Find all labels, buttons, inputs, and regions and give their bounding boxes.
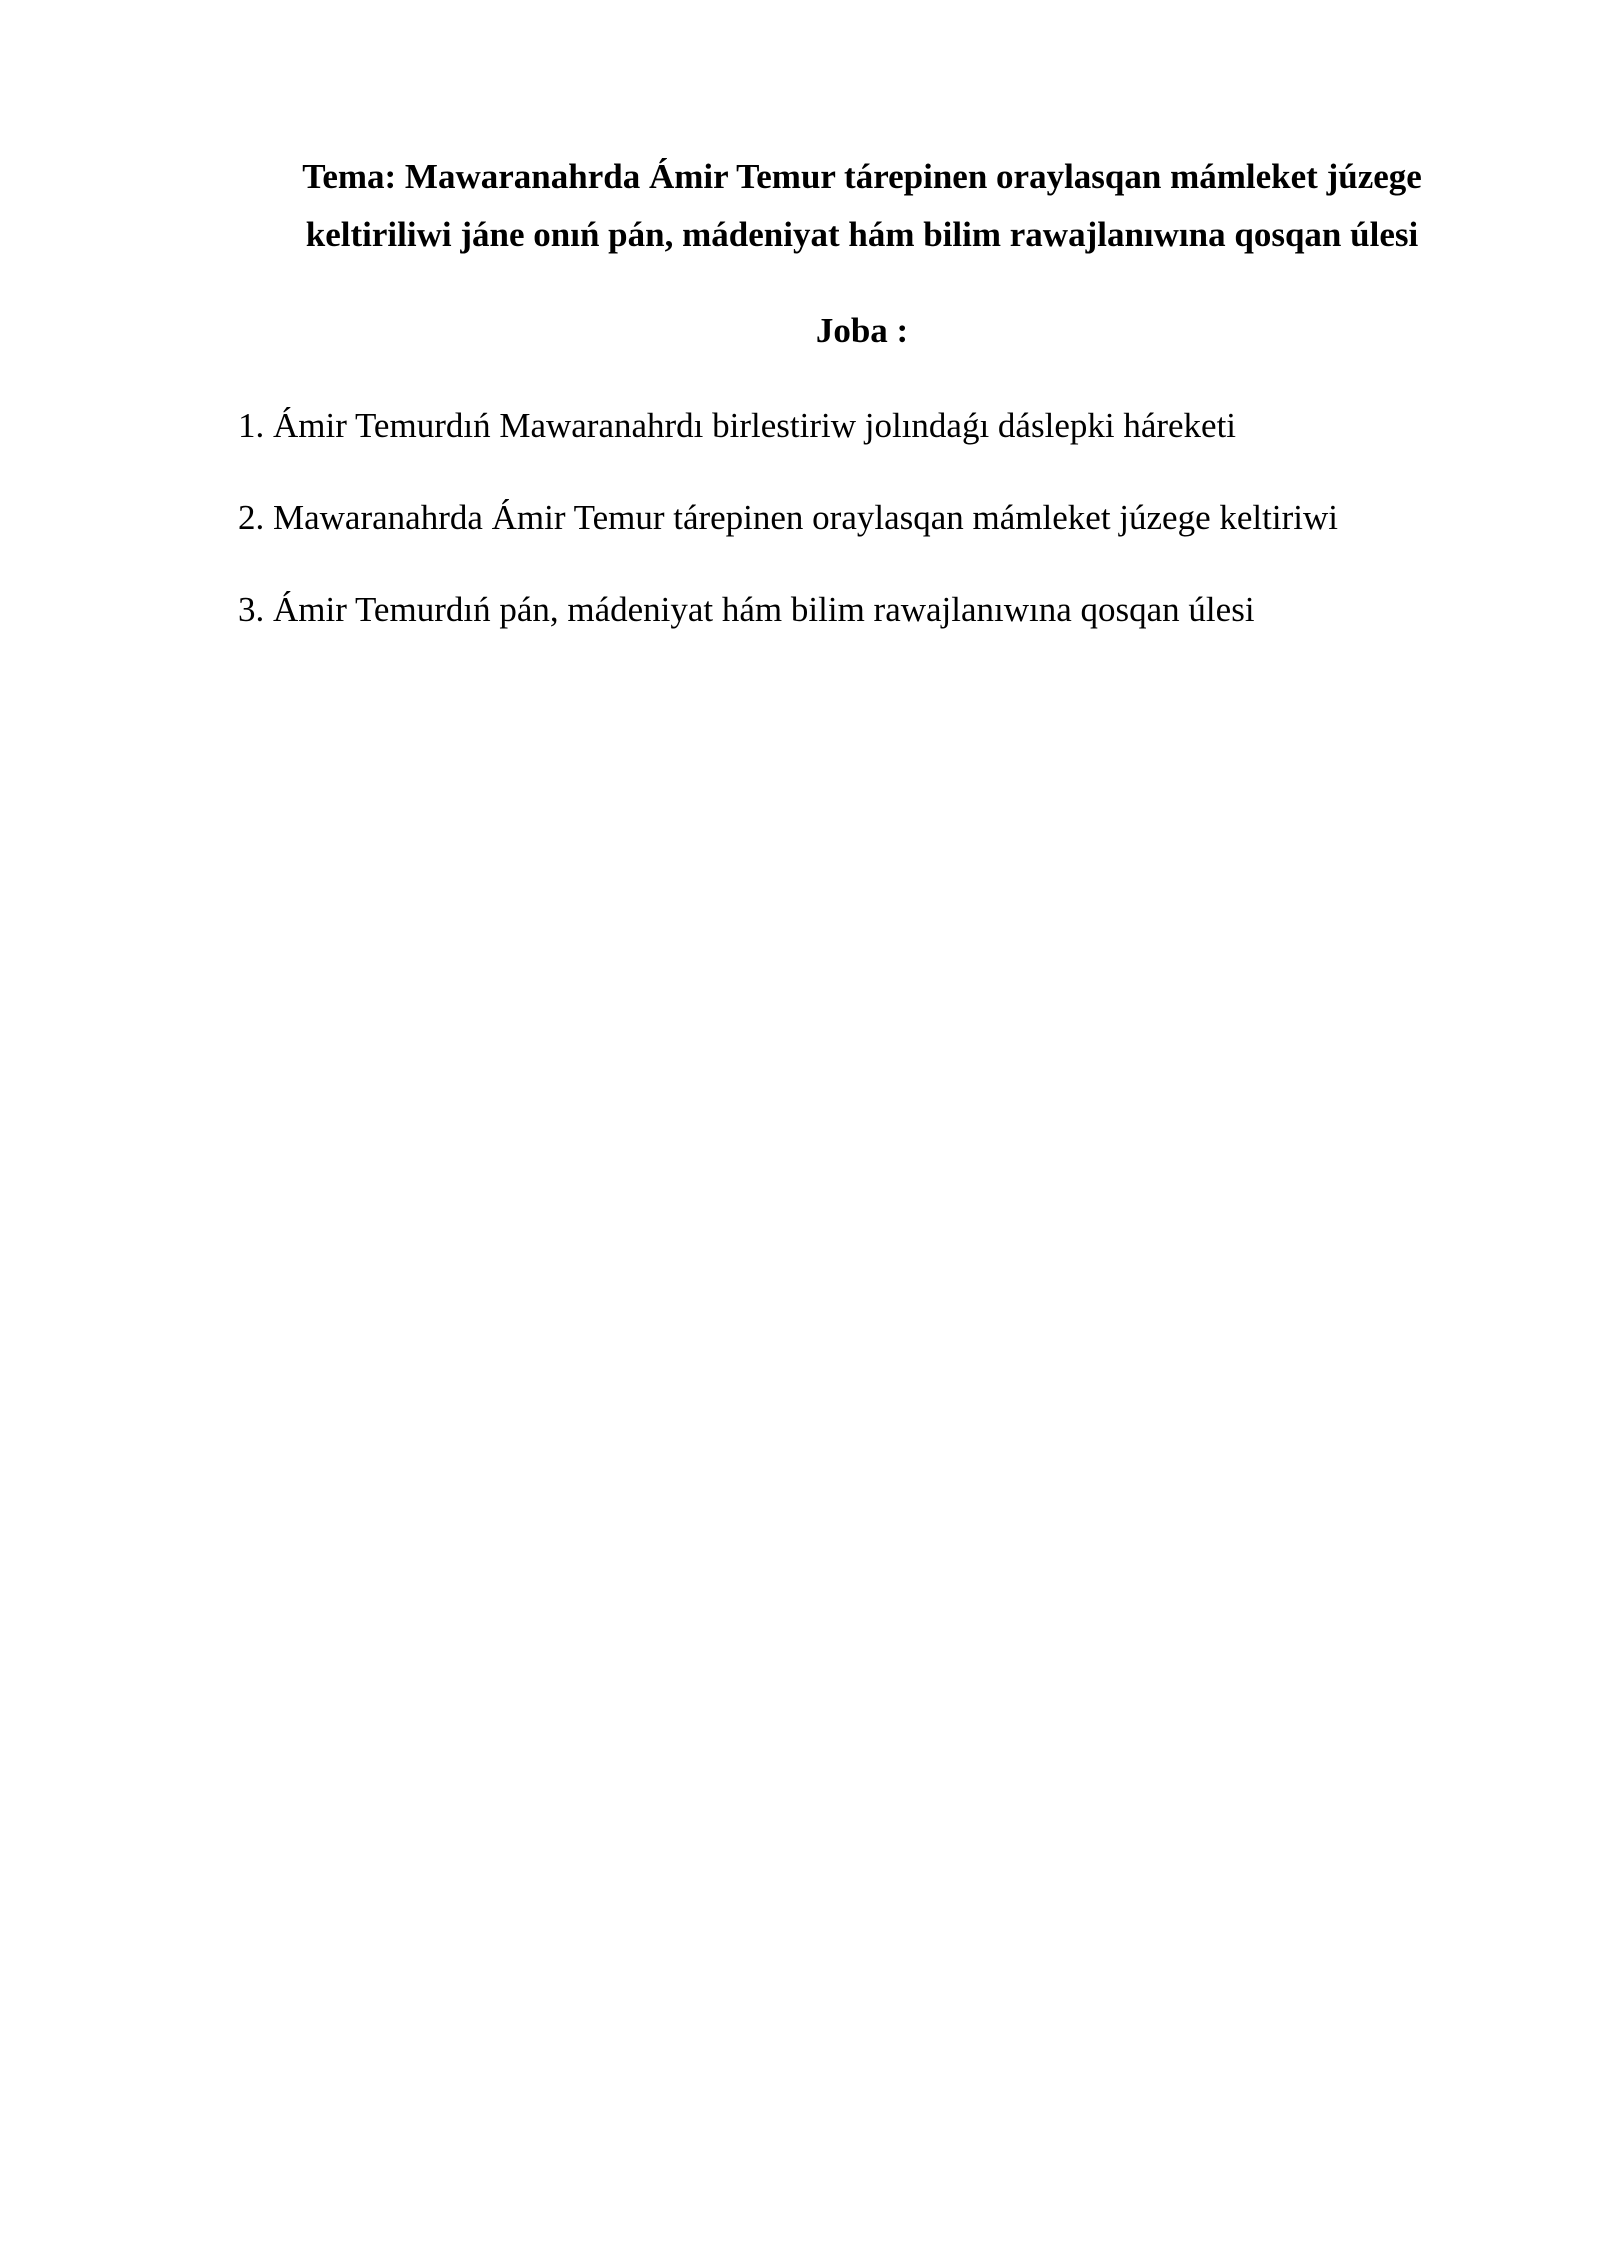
title-line-1: Tema: Mawaranahrda Ámir Temur tárepinen oraylasqan mámleket júzege: [302, 157, 1422, 196]
document-title: [238, 148, 1486, 264]
plan-item-3: 3. Ámir Temurdıń pán, mádeniyat hám bilim rawajlanıwına qosqan úlesi: [238, 590, 1255, 629]
plan-item-1: 1. Ámir Temurdıń Mawaranahrdı birlestiriw jolındaǵı dáslepki háreketi: [238, 406, 1237, 445]
plan-item-2: 2. Mawaranahrda Ámir Temur tárepinen oraylasqan mámleket júzege keltiriwi: [238, 498, 1338, 537]
plan-list: [238, 397, 1498, 673]
title-line-2: keltiriliwi jáne onıń pán, mádeniyat hám bilim rawajlanıwına qosqan úlesi: [305, 215, 1419, 254]
plan-heading: Joba :: [815, 311, 909, 350]
